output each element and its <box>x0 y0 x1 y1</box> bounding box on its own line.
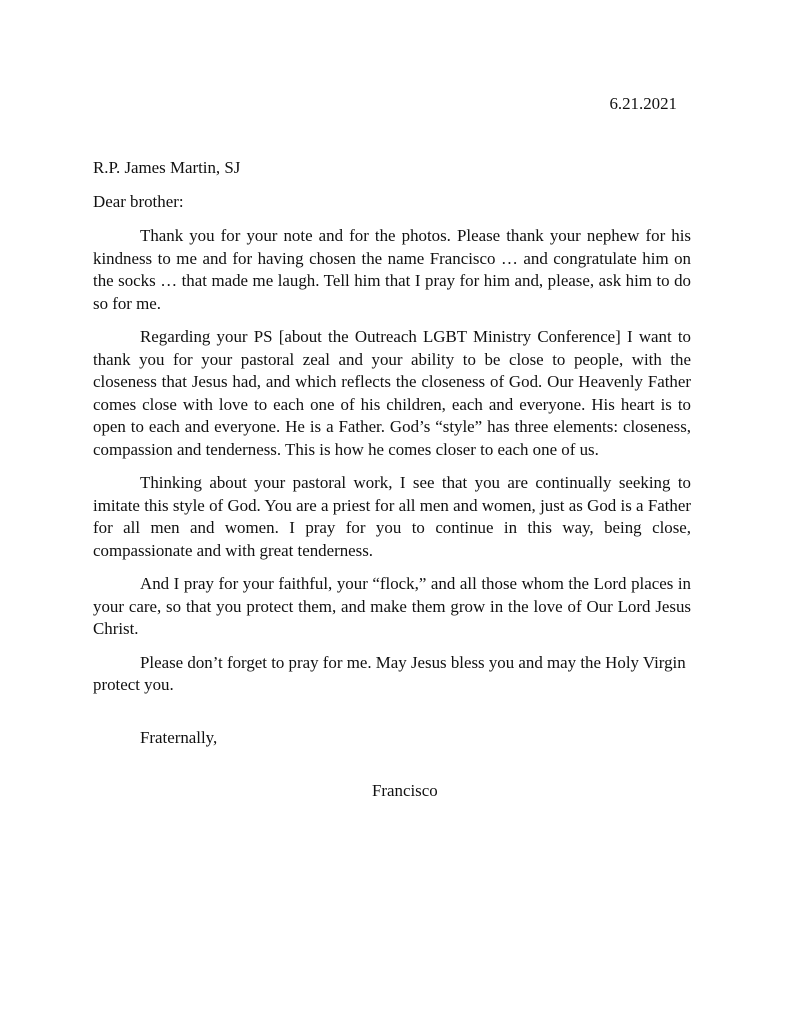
paragraph-blessing: Please don’t forget to pray for me. May Jesus bless you and may the Holy Virgin protect you. <box>93 652 686 694</box>
signature: Francisco <box>372 781 438 800</box>
paragraph-thanks: Thank you for your note and for the photos. Please thank your nephew for his kindness to me and for having chosen the name Francisco … and congratulate him on the socks … that made me laugh. Tell him that I pray for him and, please, ask him to do so for me. <box>93 226 691 313</box>
letter-body <box>93 225 691 708</box>
salutation: Dear brother: <box>93 192 184 211</box>
paragraph-prayer-flock: And I pray for your faithful, your “flock,” and all those whom the Lord places in your care, so that you protect them, and make them grow in the love of Our Lord Jesus Christ. <box>93 574 691 638</box>
paragraph-pastoral-work: Thinking about your pastoral work, I see that you are continually seeking to imitate this style of God. You are a priest for all men and women, just as God is a Father for all men and women. I pray for you to continue in this way, being close, compassionate and with great tenderness. <box>93 473 691 560</box>
paragraph-ps-response: Regarding your PS [about the Outreach LGBT Ministry Conference] I want to thank you for your pastoral zeal and your ability to be close to people, with the closeness that Jesus had, and which reflects the closeness of God. Our Heavenly Father comes close with love to each one of his children, each and everyone. His heart is to open to each and everyone. He is a Father. God’s “style” has three elements: closeness, compassion and tenderness. This is how he comes closer to each one of us. <box>93 327 691 459</box>
letter-date: 6.21.2021 <box>609 94 677 113</box>
closing: Fraternally, <box>140 728 218 747</box>
recipient-line: R.P. James Martin, SJ <box>93 158 241 177</box>
